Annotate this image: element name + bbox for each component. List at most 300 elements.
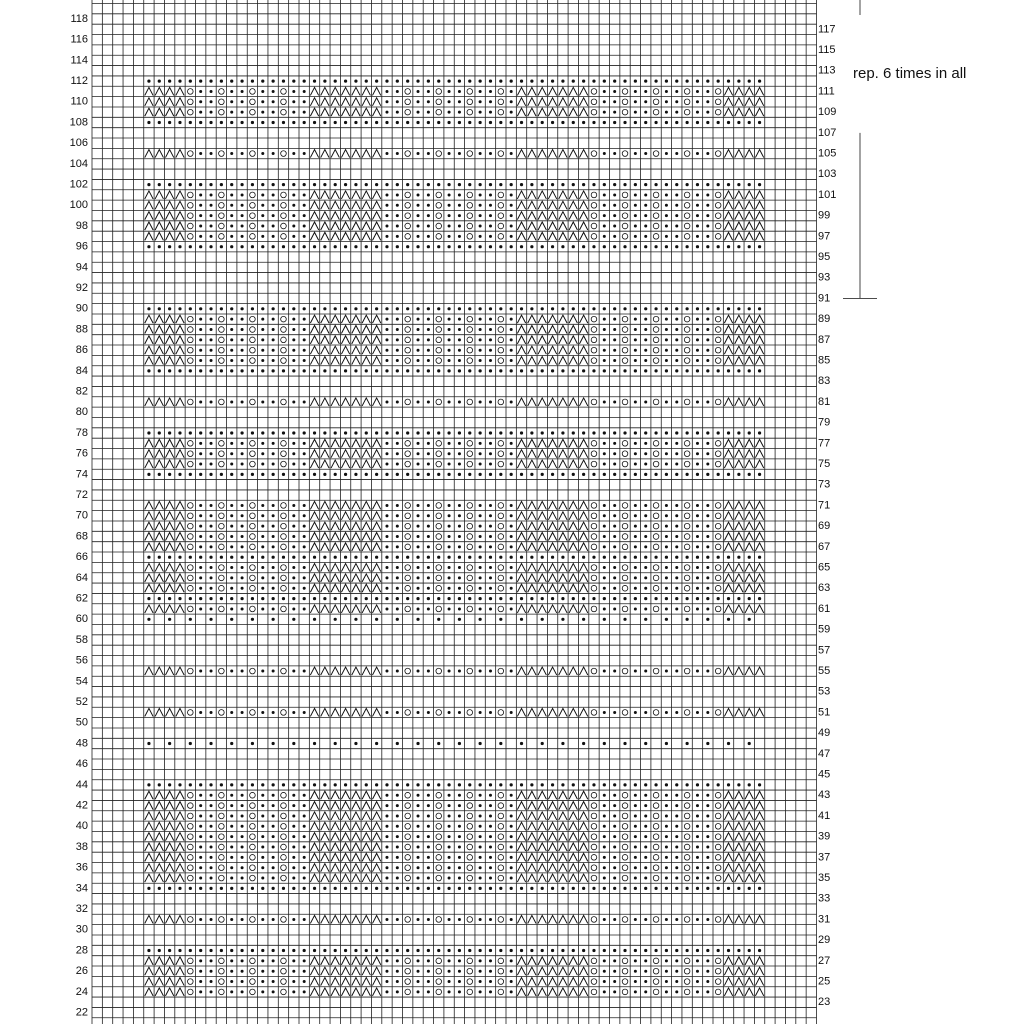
row-number-left: 100 [69,199,88,212]
row-number-left: 58 [75,633,88,646]
purl-dot [272,121,275,124]
purl-dot [541,473,544,476]
yarn-over [281,824,287,830]
purl-dot [665,452,668,455]
purl-dot [396,235,399,238]
yarn-over [467,503,473,509]
cable-stitch [735,512,743,520]
purl-dot [365,245,368,248]
purl-dot [696,887,699,890]
purl-dot [272,452,275,455]
purl-dot [458,452,461,455]
cable-stitch [321,833,329,841]
purl-dot [479,452,482,455]
purl-dot [623,80,626,83]
purl-dot [323,307,326,310]
purl-dot [189,597,192,600]
purl-dot [251,369,254,372]
row-number-right: 113 [818,64,836,77]
yarn-over [684,917,690,923]
purl-dot [261,535,264,538]
purl-dot [603,235,606,238]
cable-stitch [569,812,577,820]
purl-dot [603,514,606,517]
purl-dot [385,152,388,155]
purl-dot [396,794,399,797]
row-number-left: 24 [75,985,88,998]
purl-dot [717,121,720,124]
purl-dot [644,535,647,538]
purl-dot [230,359,233,362]
cable-stitch [310,833,318,841]
yarn-over [684,865,690,871]
purl-dot [665,152,668,155]
purl-dot [230,214,233,217]
cable-stitch [362,191,370,199]
purl-dot [230,618,233,621]
cable-stitch [362,791,370,799]
cable-stitch [372,398,380,406]
purl-dot [561,431,564,434]
cable-stitch [331,512,339,520]
purl-dot [272,111,275,114]
purl-dot [230,535,233,538]
cable-stitch [724,191,732,199]
yarn-over [653,316,659,322]
cable-stitch [176,212,184,220]
row-number-left: 68 [75,530,88,543]
purl-dot [530,887,533,890]
purl-dot [458,670,461,673]
purl-dot [147,369,150,372]
yarn-over [405,979,411,985]
purl-dot [199,225,202,228]
yarn-over [188,792,194,798]
yarn-over [405,441,411,447]
cable-stitch [352,522,360,530]
purl-dot [706,328,709,331]
purl-dot [468,473,471,476]
cable-stitch [341,802,349,810]
purl-dot [499,783,502,786]
cable-stitch [579,357,587,365]
purl-dot [489,597,492,600]
purl-dot [686,183,689,186]
purl-dot [292,825,295,828]
purl-dot [385,473,388,476]
yarn-over [684,203,690,209]
purl-dot [261,338,264,341]
purl-dot [303,545,306,548]
purl-dot [241,442,244,445]
purl-dot [199,856,202,859]
cable-stitch [569,802,577,810]
yarn-over [405,316,411,322]
yarn-over [591,89,597,95]
cable-stitch [165,522,173,530]
yarn-over [250,534,256,540]
purl-dot [344,431,347,434]
cable-stitch [176,460,184,468]
purl-dot [261,970,264,973]
purl-dot [613,566,616,569]
purl-dot [499,556,502,559]
cable-stitch [755,864,763,872]
cable-stitch [528,108,536,116]
purl-dot [261,545,264,548]
yarn-over [498,213,504,219]
purl-dot [644,121,647,124]
cable-stitch [724,326,732,334]
cable-stitch [165,326,173,334]
purl-dot [209,80,212,83]
cable-stitch [517,150,525,158]
purl-dot [706,804,709,807]
purl-dot [530,431,533,434]
yarn-over [219,844,225,850]
purl-dot [417,980,420,983]
purl-dot [385,452,388,455]
purl-dot [448,670,451,673]
purl-dot [199,794,202,797]
purl-dot [396,618,399,621]
cable-stitch [145,522,153,530]
yarn-over [219,99,225,105]
purl-dot [427,442,430,445]
cable-stitch [745,802,753,810]
cable-stitch [579,201,587,209]
purl-dot [147,473,150,476]
cable-stitch [352,501,360,509]
row-number-left: 96 [75,240,88,253]
purl-dot [210,204,213,207]
cable-stitch [155,564,163,572]
purl-dot [706,576,709,579]
cable-stitch [176,978,184,986]
purl-dot [199,711,202,714]
purl-dot [603,711,606,714]
cable-stitch [176,967,184,975]
purl-dot [696,959,699,962]
purl-dot [706,597,709,600]
purl-dot [241,349,244,352]
purl-dot [510,307,513,310]
cable-stitch [735,957,743,965]
yarn-over [250,844,256,850]
yarn-over [436,917,442,923]
purl-dot [561,245,564,248]
yarn-over [498,710,504,716]
yarn-over [467,327,473,333]
purl-dot [665,825,668,828]
yarn-over [684,958,690,964]
purl-dot [241,204,244,207]
purl-dot [613,804,616,807]
yarn-over [281,441,287,447]
purl-dot [303,670,306,673]
cable-stitch [517,812,525,820]
yarn-over [219,399,225,405]
cable-stitch [745,512,753,520]
cable-stitch [569,543,577,551]
purl-dot [292,90,295,93]
purl-dot [675,225,678,228]
purl-dot [499,597,502,600]
purl-dot [706,193,709,196]
purl-dot [603,349,606,352]
purl-dot [458,566,461,569]
purl-dot [468,887,471,890]
cable-stitch [724,957,732,965]
cable-stitch [569,150,577,158]
yarn-over [591,358,597,364]
yarn-over [188,803,194,809]
cable-stitch [176,584,184,592]
cable-stitch [331,87,339,95]
cable-stitch [517,98,525,106]
purl-dot [572,597,575,600]
cable-stitch [735,812,743,820]
purl-dot [675,825,678,828]
purl-dot [303,607,306,610]
purl-dot [168,121,171,124]
purl-dot [354,431,357,434]
purl-dot [665,504,668,507]
cable-stitch [310,201,318,209]
cable-stitch [145,574,153,582]
purl-dot [313,473,316,476]
cable-stitch [724,398,732,406]
purl-dot [499,183,502,186]
yarn-over [467,523,473,529]
cable-stitch [310,957,318,965]
purl-dot [551,183,554,186]
purl-dot [303,504,306,507]
purl-dot [489,225,492,228]
cable-stitch [735,791,743,799]
cable-stitch [165,439,173,447]
purl-dot [230,711,233,714]
row-number-left: 32 [75,903,88,916]
cable-stitch [745,791,753,799]
purl-dot [665,545,668,548]
purl-dot [416,183,419,186]
purl-dot [489,670,492,673]
purl-dot [613,214,616,217]
yarn-over [684,668,690,674]
purl-dot [292,400,295,403]
purl-dot [261,204,264,207]
cable-stitch [145,336,153,344]
yarn-over [653,441,659,447]
yarn-over [250,989,256,995]
purl-dot [292,328,295,331]
purl-dot [178,80,181,83]
yarn-over [622,803,628,809]
purl-dot [458,545,461,548]
purl-dot [365,307,368,310]
cable-stitch [569,957,577,965]
cable-stitch [165,150,173,158]
purl-dot [416,618,419,621]
cable-stitch [352,87,360,95]
purl-dot [458,597,461,600]
purl-dot [241,866,244,869]
cable-stitch [724,605,732,613]
yarn-over [436,575,442,581]
cable-stitch [528,501,536,509]
purl-dot [510,504,513,507]
purl-dot [448,990,451,993]
purl-dot [261,670,264,673]
purl-dot [706,877,709,880]
cable-stitch [165,574,173,582]
purl-dot [479,431,482,434]
purl-dot [696,463,699,466]
purl-dot [158,887,161,890]
yarn-over [591,203,597,209]
purl-dot [520,742,523,745]
purl-dot [613,846,616,849]
cable-stitch [372,584,380,592]
cable-stitch [735,574,743,582]
cable-stitch [155,833,163,841]
yarn-over [498,89,504,95]
purl-dot [272,338,275,341]
cable-stitch [548,967,556,975]
cable-stitch [362,501,370,509]
cable-stitch [155,543,163,551]
yarn-over [715,203,721,209]
cable-stitch [362,915,370,923]
cable-stitch [579,336,587,344]
purl-dot [675,587,678,590]
cable-stitch [165,874,173,882]
purl-dot [758,431,761,434]
purl-dot [758,245,761,248]
cable-stitch [559,967,567,975]
purl-dot [706,111,709,114]
purl-dot [272,566,275,569]
purl-dot [592,597,595,600]
cable-stitch [579,501,587,509]
cable-stitch [724,512,732,520]
cable-stitch [310,564,318,572]
purl-dot [448,846,451,849]
purl-dot [489,121,492,124]
cable-stitch [176,512,184,520]
cable-stitch [559,543,567,551]
purl-dot [417,814,420,817]
purl-dot [644,525,647,528]
cable-stitch [579,833,587,841]
purl-dot [427,307,430,310]
cable-stitch [538,232,546,240]
cable-stitch [559,222,567,230]
yarn-over [405,855,411,861]
yarn-over [653,834,659,840]
purl-dot [644,90,647,93]
cable-stitch [165,346,173,354]
cable-stitch [559,336,567,344]
cable-stitch [569,460,577,468]
row-number-left: 116 [70,33,88,46]
cable-stitch [548,988,556,996]
purl-dot [261,887,264,890]
purl-dot [520,121,523,124]
purl-dot [437,369,440,372]
yarn-over [498,234,504,240]
purl-dot [458,887,461,890]
purl-dot [551,245,554,248]
yarn-over [405,358,411,364]
yarn-over [188,813,194,819]
purl-dot [603,535,606,538]
cable-stitch [372,988,380,996]
purl-dot [241,804,244,807]
purl-dot [375,121,378,124]
purl-dot [613,877,616,880]
purl-dot [447,121,450,124]
cable-stitch [362,398,370,406]
purl-dot [717,307,720,310]
purl-dot [251,887,254,890]
purl-dot [458,556,461,559]
cable-stitch [579,398,587,406]
cable-stitch [579,522,587,530]
cable-stitch [735,357,743,365]
cable-stitch [352,315,360,323]
purl-dot [313,183,316,186]
yarn-over [684,327,690,333]
yarn-over [591,824,597,830]
purl-dot [748,369,751,372]
cable-stitch [372,864,380,872]
purl-dot [417,576,420,579]
purl-dot [261,431,264,434]
yarn-over [436,792,442,798]
purl-dot [717,80,720,83]
cable-stitch [755,108,763,116]
purl-dot [499,121,502,124]
cable-stitch [548,222,556,230]
yarn-over [250,865,256,871]
cable-stitch [579,574,587,582]
yarn-over [467,813,473,819]
purl-dot [303,452,306,455]
purl-dot [458,804,461,807]
purl-dot [147,783,150,786]
cable-stitch [310,843,318,851]
cable-stitch [517,460,525,468]
purl-dot [427,814,430,817]
purl-dot [696,100,699,103]
purl-dot [592,183,595,186]
purl-dot [644,514,647,517]
yarn-over [188,534,194,540]
yarn-over [467,316,473,322]
purl-dot [644,338,647,341]
purl-dot [686,618,689,621]
cable-stitch [155,915,163,923]
purl-dot [199,442,202,445]
purl-dot [230,90,233,93]
purl-dot [241,545,244,548]
purl-dot [458,183,461,186]
purl-dot [158,245,161,248]
yarn-over [405,347,411,353]
row-number-right: 89 [818,313,831,326]
